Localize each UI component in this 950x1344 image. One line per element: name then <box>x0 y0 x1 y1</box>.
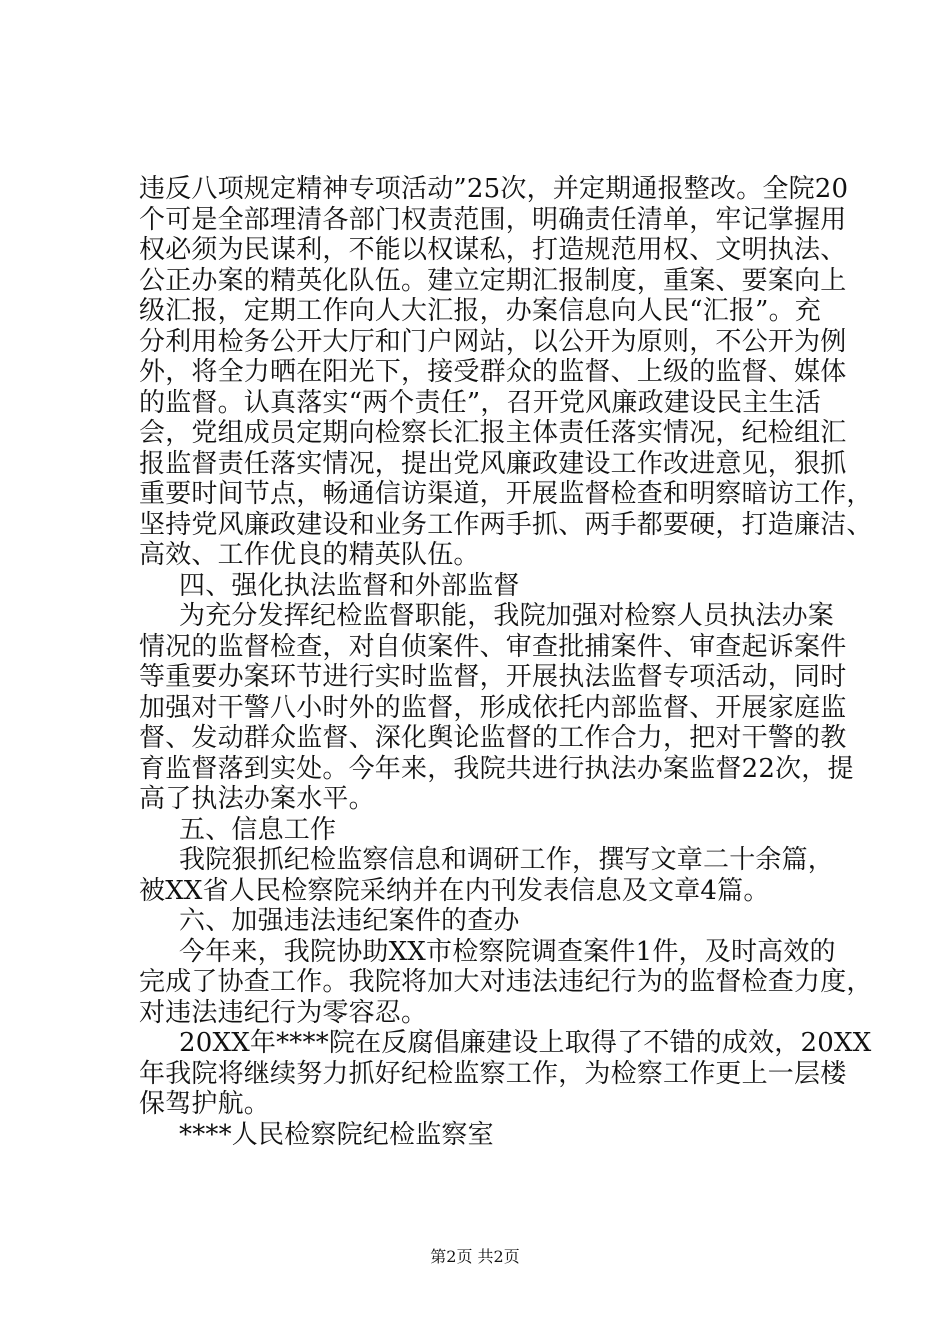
body-line: 违反八项规定精神专项活动”25次，并定期通报整改。全院20 <box>139 174 849 204</box>
section-heading-5: 五、信息工作 <box>179 814 337 845</box>
body-line: 重要时间节点，畅通信访渠道，开展监督检查和明察暗访工作， <box>139 479 873 509</box>
paragraph-start: 今年来，我院协助XX市检察院调查案件1件，及时高效的 <box>179 936 836 967</box>
paragraph-start: 为充分发挥纪检监督职能，我院加强对检察人员执法办案 <box>179 601 835 631</box>
document-body <box>139 174 873 1150</box>
body-line: 对违法违纪行为零容忍。 <box>139 997 428 1028</box>
body-line: 保驾护航。 <box>139 1089 271 1119</box>
body-line: 被XX省人民检察院采纳并在内刊发表信息及文章4篇。 <box>139 875 770 906</box>
body-line: 坚持党风廉政建设和业务工作两手抓、两手都要硬，打造廉洁、 <box>139 509 873 540</box>
section-heading-4: 四、强化执法监督和外部监督 <box>179 570 520 601</box>
body-line: 完成了协查工作。我院将加大对违法违纪行为的监督检查力度， <box>139 967 873 997</box>
body-line: 高了执法办案水平。 <box>139 784 375 814</box>
body-line: 分利用检务公开大厅和门户网站，以公开为原则，不公开为例 <box>139 326 847 357</box>
body-line: 外，将全力晒在阳光下，接受群众的监督、上级的监督、媒体 <box>139 357 847 387</box>
body-line: 级汇报，定期工作向人大汇报，办案信息向人民“汇报”。充 <box>139 296 821 326</box>
body-line: 个可是全部理清各部门权责范围，明确责任清单，牢记掌握用 <box>139 204 847 235</box>
signature-line: ****人民检察院纪检监察室 <box>179 1119 494 1150</box>
body-line: 情况的监督检查，对自侦案件、审查批捕案件、审查起诉案件 <box>139 631 847 662</box>
body-line: 加强对干警八小时外的监督，形成依托内部监督、开展家庭监 <box>139 692 847 723</box>
paragraph-start: 20XX年****院在反腐倡廉建设上取得了不错的成效，20XX <box>179 1028 872 1058</box>
page-number-footer: 第2页 共2页 <box>430 1247 520 1266</box>
body-line: 报监督责任落实情况，提出党风廉政建设工作改进意见，狠抓 <box>139 448 847 479</box>
body-line: 公正办案的精英化队伍。建立定期汇报制度，重案、要案向上 <box>139 265 847 296</box>
body-line: 年我院将继续努力抓好纪检监察工作，为检察工作更上一层楼 <box>139 1058 847 1089</box>
body-line: 会，党组成员定期向检察长汇报主体责任落实情况，纪检组汇 <box>139 418 847 448</box>
body-line: 权必须为民谋利，不能以权谋私，打造规范用权、文明执法、 <box>139 235 847 265</box>
paragraph-start: 我院狠抓纪检监察信息和调研工作，撰写文章二十余篇， <box>179 845 835 875</box>
section-heading-6: 六、加强违法违纪案件的查办 <box>179 906 520 936</box>
body-line: 的监督。认真落实“两个责任”，召开党风廉政建设民主生活 <box>139 387 821 418</box>
body-line: 等重要办案环节进行实时监督，开展执法监督专项活动，同时 <box>139 662 847 692</box>
body-line: 育监督落到实处。今年来，我院共进行执法办案监督22次，提 <box>139 753 854 784</box>
body-line: 督、发动群众监督、深化舆论监督的工作合力，把对干警的教 <box>139 723 847 753</box>
body-line: 高效、工作优良的精英队伍。 <box>139 540 480 570</box>
